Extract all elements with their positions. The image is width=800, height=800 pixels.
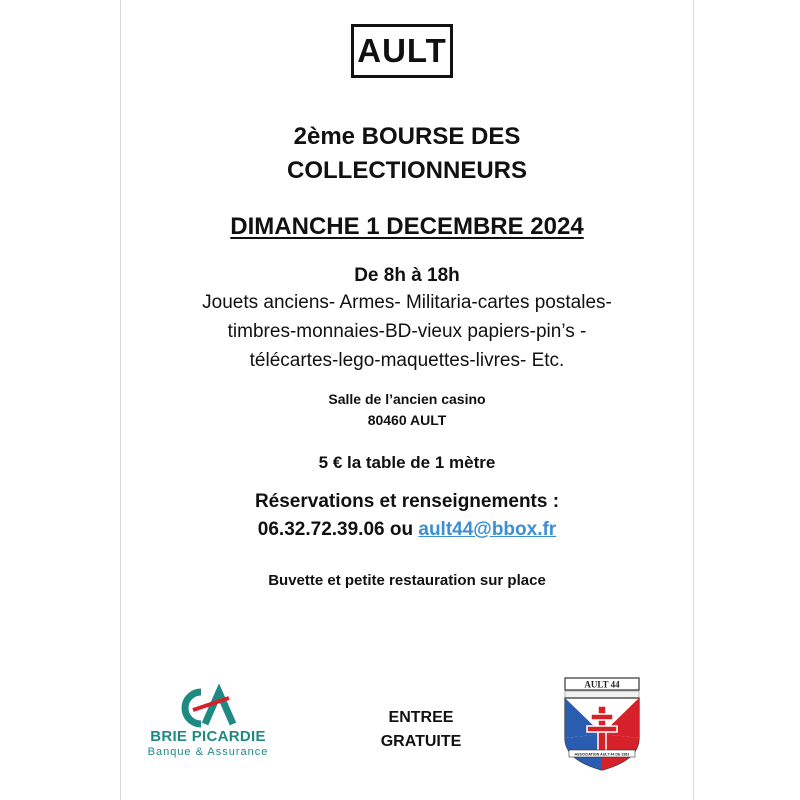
venue-address: 80460 AULT: [367, 412, 447, 428]
items-line-1: Jouets anciens- Armes- Militaria-cartes postales-: [202, 292, 612, 313]
event-title: [121, 120, 693, 188]
or-word: ou: [389, 519, 414, 540]
town-title-box: [351, 24, 453, 78]
poster-sheet: [120, 0, 694, 800]
entry-line-2: GRATUITE: [380, 733, 462, 750]
town-title: AULT: [357, 32, 447, 69]
email-link[interactable]: ault44@bbox.fr: [418, 519, 557, 540]
sponsor-tagline: Banque & Assurance: [147, 746, 269, 758]
table-price: 5 € la table de 1 mètre: [318, 453, 496, 472]
reservation-title: Réservations et renseignements :: [254, 491, 560, 512]
items-list: [121, 288, 693, 375]
venue-name: Salle de l’ancien casino: [328, 391, 486, 407]
reservation-contact: [121, 516, 693, 544]
reservation-block: [121, 488, 693, 544]
refreshments-note: Buvette et petite restauration sur place: [268, 572, 546, 589]
entry-line-1: ENTREE: [388, 709, 454, 726]
event-hours: De 8h à 18h: [354, 265, 460, 286]
badge-footer: ASSOCIATION AULT 44 DE 1981: [574, 752, 630, 757]
venue: [121, 389, 693, 431]
sponsor-name: BRIE PICARDIE: [150, 728, 266, 745]
items-line-3: télécartes-lego-maquettes-livres- Etc.: [249, 350, 565, 371]
event-title-line-1: 2ème BOURSE DES: [293, 123, 521, 150]
cross-of-lorraine-shield-icon: [561, 676, 643, 772]
badge-label: AULT 44: [584, 679, 620, 690]
items-line-2: timbres-monnaies-BD-vieux papiers-pin’s -: [227, 321, 587, 342]
event-title-line-2: COLLECTIONNEURS: [287, 157, 527, 184]
credit-agricole-logo-icon: [133, 684, 293, 734]
phone-number: 06.32.72.39.06: [257, 519, 385, 540]
event-date: DIMANCHE 1 DECEMBRE 2024: [230, 213, 584, 240]
entry-free: [331, 706, 511, 754]
